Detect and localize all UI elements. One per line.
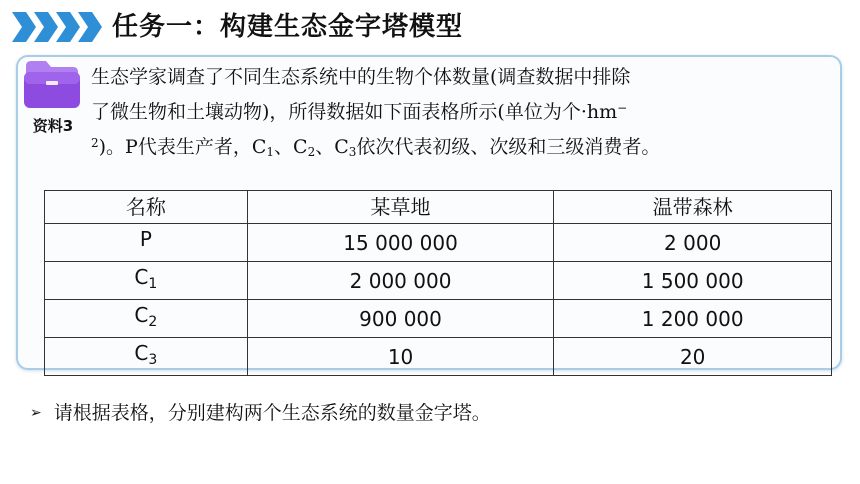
unit-exponent-value: 2 — [91, 136, 99, 150]
header-bar — [0, 0, 860, 52]
row-name — [45, 338, 248, 376]
arrow-bullet-icon: ➢ — [30, 405, 42, 421]
header-grassland: 某草地 — [247, 191, 554, 224]
folder-icon — [22, 58, 82, 110]
row-name — [45, 224, 248, 262]
trophic-level: C — [134, 303, 149, 327]
row-name — [45, 300, 248, 338]
trophic-level: C — [134, 265, 149, 289]
forest-count: 2 000 — [554, 224, 832, 262]
trophic-subscript: 1 — [148, 276, 158, 292]
grassland-count: 900 000 — [247, 300, 554, 338]
population-table — [44, 190, 832, 376]
trophic-level: C — [134, 341, 149, 365]
task-prompt-text: 请根据表格，分别建构两个生态系统的数量金字塔。 — [53, 402, 491, 424]
forest-count: 20 — [554, 338, 832, 376]
paragraph-line-3-text-a: )。P代表生产者，C — [98, 136, 267, 158]
trophic-level: P — [139, 227, 152, 251]
grassland-count: 15 000 000 — [247, 224, 554, 262]
grassland-count: 10 — [247, 338, 554, 376]
header-forest: 温带森林 — [554, 191, 832, 224]
subscript-3: 3 — [348, 145, 357, 159]
paragraph-line-2 — [91, 93, 821, 128]
paragraph-line-3-text-b: 依次代表初级、次级和三级消费者。 — [356, 136, 661, 158]
forest-count: 1 500 000 — [554, 262, 832, 300]
table-header-row — [45, 191, 832, 224]
material-label: 资料3 — [32, 117, 74, 135]
table-row — [45, 300, 832, 338]
grassland-count: 2 000 000 — [247, 262, 554, 300]
separator-2: 、C — [315, 136, 349, 158]
forest-count: 1 200 000 — [554, 300, 832, 338]
table-row — [45, 262, 832, 300]
separator-1: 、C — [274, 136, 308, 158]
table-row — [45, 338, 832, 376]
header-name: 名称 — [45, 191, 248, 224]
task-prompt — [30, 398, 491, 425]
unit-exponent-sign: − — [617, 101, 628, 115]
trophic-subscript: 3 — [148, 352, 158, 368]
paragraph-line-3 — [91, 128, 821, 168]
subscript-1: 1 — [266, 145, 275, 159]
page-title: 任务一：构建生态金字塔模型 — [112, 12, 464, 42]
paragraph-line-2-text: 了微生物和土壤动物)，所得数据如下面表格所示(单位为个·hm — [91, 101, 618, 123]
row-name — [45, 262, 248, 300]
table-row — [45, 224, 832, 262]
trophic-subscript: 2 — [148, 314, 158, 330]
material-paragraph — [91, 62, 821, 168]
chevron-arrows-icon — [12, 12, 104, 42]
paragraph-line-1: 生态学家调查了不同生态系统中的生物个体数量(调查数据中排除 — [91, 66, 631, 88]
subscript-2: 2 — [307, 145, 316, 159]
